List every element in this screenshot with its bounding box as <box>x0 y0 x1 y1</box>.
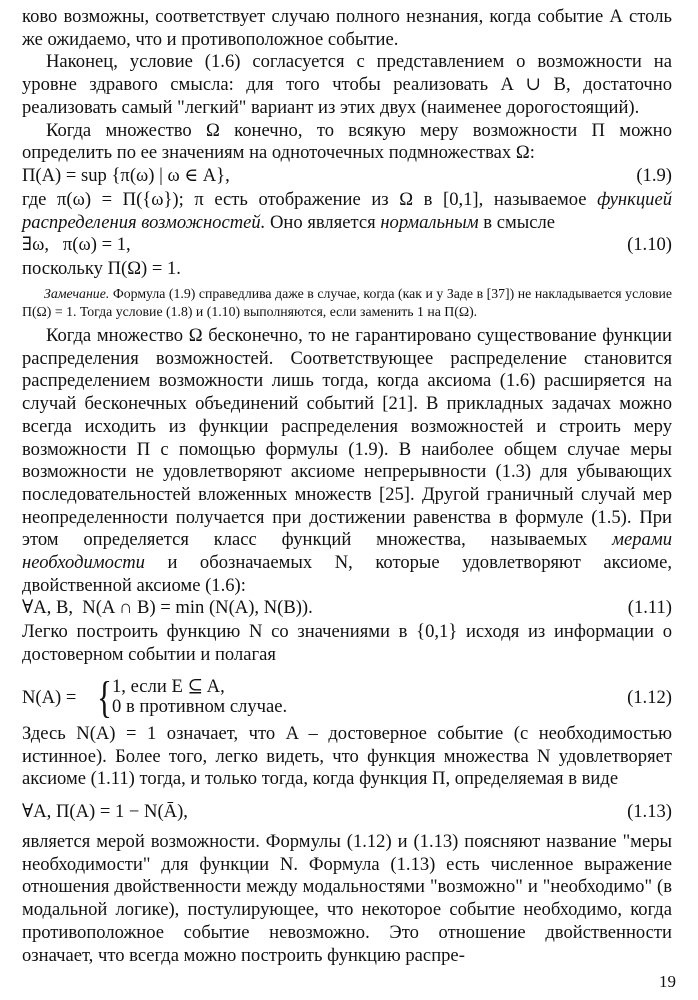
paragraph-2: Наконец, условие (1.6) согласуется с представлением о возможности на уровне здравого смысла: для того чтобы реализовать A ∪ B, достаточно реализовать самый "легкий" вариант из этих двух (наименее дорогостоящий). <box>22 51 672 118</box>
text-run: Когда множество Ω бесконечно, то не гарантировано существование функции распределения возможностей. Соответствующее распределение становится распределением возможности лишь тогда, когда аксиома (1.6) расширяется на случай бесконечных объединений событий [21]. В прикладных задачах можно всегда исходить из функции распределения возможностей и строить меру возможности Π с помощью формулы (1.9). В наиболее общем случае меры возможности не удовлетворяют аксиоме непрерывности (1.3) для убывающих последовательностей вложенных множеств [25]. Другой граничный случай мер неопределенности получается при достижении равенства в формуле (1.5). При этом определяется класс функций множества, называемых <box>22 325 672 551</box>
text-run: где π(ω) = Π({ω}); π есть отображение из Ω в [0,1], называемое <box>22 188 598 210</box>
paragraph-3: Когда множество Ω конечно, то всякую меру возможности Π можно определить по ее значениям на одноточечных подмножествах Ω: <box>22 119 672 164</box>
equation-1-13 <box>22 801 672 825</box>
term-necessity-measures: мерами необходимости <box>22 529 672 574</box>
equation-1-12 <box>22 672 672 723</box>
equation-1-9 <box>22 165 672 189</box>
equation-formula: Π(A) = sup {π(ω) | ω ∈ A}, <box>22 164 230 186</box>
term-possibility-distribution: функцией распределения возможностей. <box>22 188 672 233</box>
paragraph-1: ково возможны, соответствует случаю полного незнания, когда событие А столь же ожидаемо, что и противоположное событие. <box>22 6 672 50</box>
page-content <box>22 6 672 967</box>
left-brace: { <box>97 672 112 722</box>
equation-number: (1.10) <box>627 234 672 256</box>
equation-formula: ∃ω, π(ω) = 1, <box>22 234 131 256</box>
equation-1-11 <box>22 597 672 621</box>
term-normal: нормальным <box>380 211 479 233</box>
equation-formula: ∀A, Π(A) = 1 − N(Ā), <box>22 800 188 822</box>
remark-note <box>22 285 672 321</box>
equation-formula: ∀A, B, N(A ∩ B) = min (N(A), N(B)). <box>22 597 313 619</box>
paragraph-8: Легко построить функцию N со значениями в {0,1} исходя из информации о достоверном событии и полагая <box>22 621 672 666</box>
equation-lhs: N(A) = <box>22 686 77 708</box>
text-run: и обозначаемых N, которые удовлетворяют аксиоме, двойственной аксиоме (1.6): <box>22 552 672 596</box>
equation-number: (1.11) <box>627 597 672 619</box>
paragraph-7 <box>22 325 672 597</box>
page-number: 19 <box>659 972 676 991</box>
case-1: 1, если E ⊆ A, <box>112 675 225 697</box>
paragraph-9: Здесь N(A) = 1 означает, что A – достоверное событие (с необходимостью истинное). Более того, легко видеть, что функция множества N удовлетворяет аксиоме (1.11) тогда, и только тогда, когда функция Π, определяемая в виде <box>22 722 672 790</box>
text-run: в смысле <box>478 211 555 233</box>
remark-text: Формула (1.9) справедлива даже в случае, когда (как и у Заде в [37]) не накладывается условие Π(Ω) = 1. Тогда условие (1.8) и (1.10) выполняются, если заменить 1 на Π(Ω). <box>22 286 672 320</box>
remark-label: Замечание. <box>44 286 110 302</box>
equation-number: (1.13) <box>627 800 672 822</box>
paragraph-5: поскольку Π(Ω) = 1. <box>22 258 181 280</box>
paragraph-4 <box>22 189 672 234</box>
case-2: 0 в противном случае. <box>112 695 288 717</box>
paragraph-10: является мерой возможности. Формулы (1.12) и (1.13) поясняют название "меры необходимости" для функции N. Формула (1.13) есть численное выражение отношения двойственности между модальностями "возможно" и "необходимо" (в модальной логике), постулирующее, что некоторое событие необходимо, когда противоположное событие невозможно. Это отношение двойственности означает, что всегда можно построить функцию распре- <box>22 830 672 966</box>
equation-number: (1.12) <box>627 686 672 708</box>
text-run: Оно является <box>265 211 381 233</box>
equation-number: (1.9) <box>636 164 672 186</box>
equation-1-10 <box>22 234 672 258</box>
